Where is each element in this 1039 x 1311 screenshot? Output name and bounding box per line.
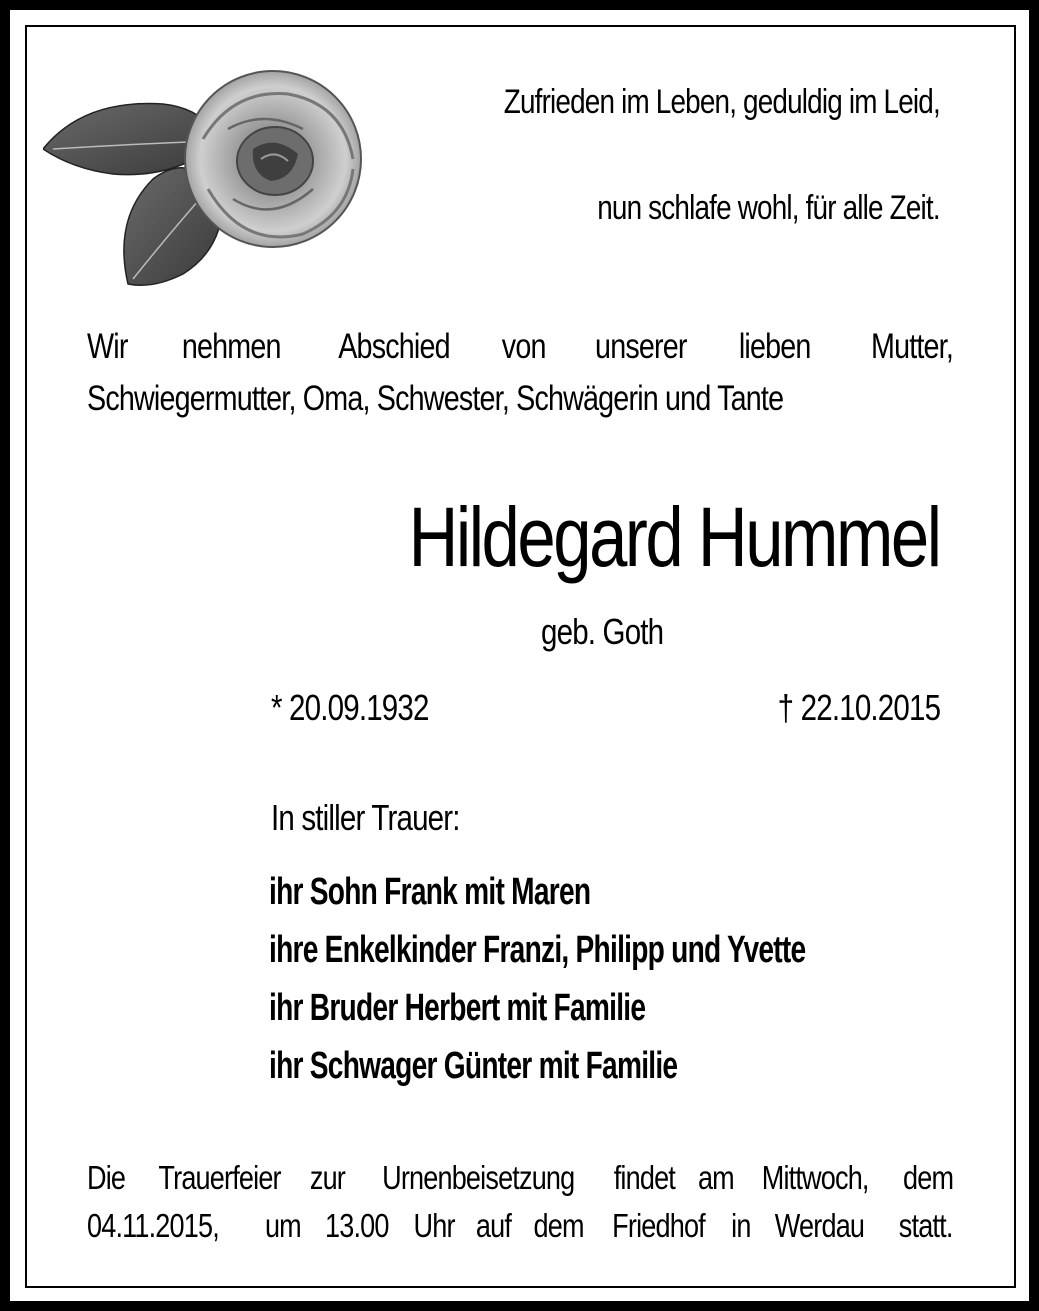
mourner-line: ihr Schwager Günter mit Familie <box>269 1045 678 1087</box>
mourner-line: ihre Enkelkinder Franzi, Philipp und Yvette <box>269 929 806 971</box>
mourner-line: ihr Sohn Frank mit Maren <box>269 871 591 913</box>
verse-line-1: Zufrieden im Leben, geduldig im Leid, <box>503 83 940 121</box>
birth-date: * 20.09.1932 <box>271 687 429 728</box>
deceased-name: Hildegard Hummel <box>408 490 940 584</box>
ceremony-line-2: 04.11.2015, um 13.00 Uhr auf dem Friedhof in Werdau statt. <box>87 1207 953 1244</box>
intro-line-1: Wir nehmen Abschied von unserer lieben Mutter, <box>87 327 953 366</box>
ceremony-line-1: Die Trauerfeier zur Urnenbeisetzung findet am Mittwoch, dem <box>87 1159 953 1196</box>
mourner-line: ihr Bruder Herbert mit Familie <box>269 987 646 1029</box>
rose-icon <box>43 49 373 289</box>
maiden-name: geb. Goth <box>541 611 664 652</box>
verse-line-2: nun schlafe wohl, für alle Zeit. <box>597 189 940 227</box>
obituary-frame <box>25 25 1016 1288</box>
page-background <box>10 10 1029 1301</box>
death-date: † 22.10.2015 <box>777 687 940 728</box>
mourners-heading: In stiller Trauer: <box>271 797 460 838</box>
intro-line-2: Schwiegermutter, Oma, Schwester, Schwägerin und Tante <box>87 379 784 418</box>
